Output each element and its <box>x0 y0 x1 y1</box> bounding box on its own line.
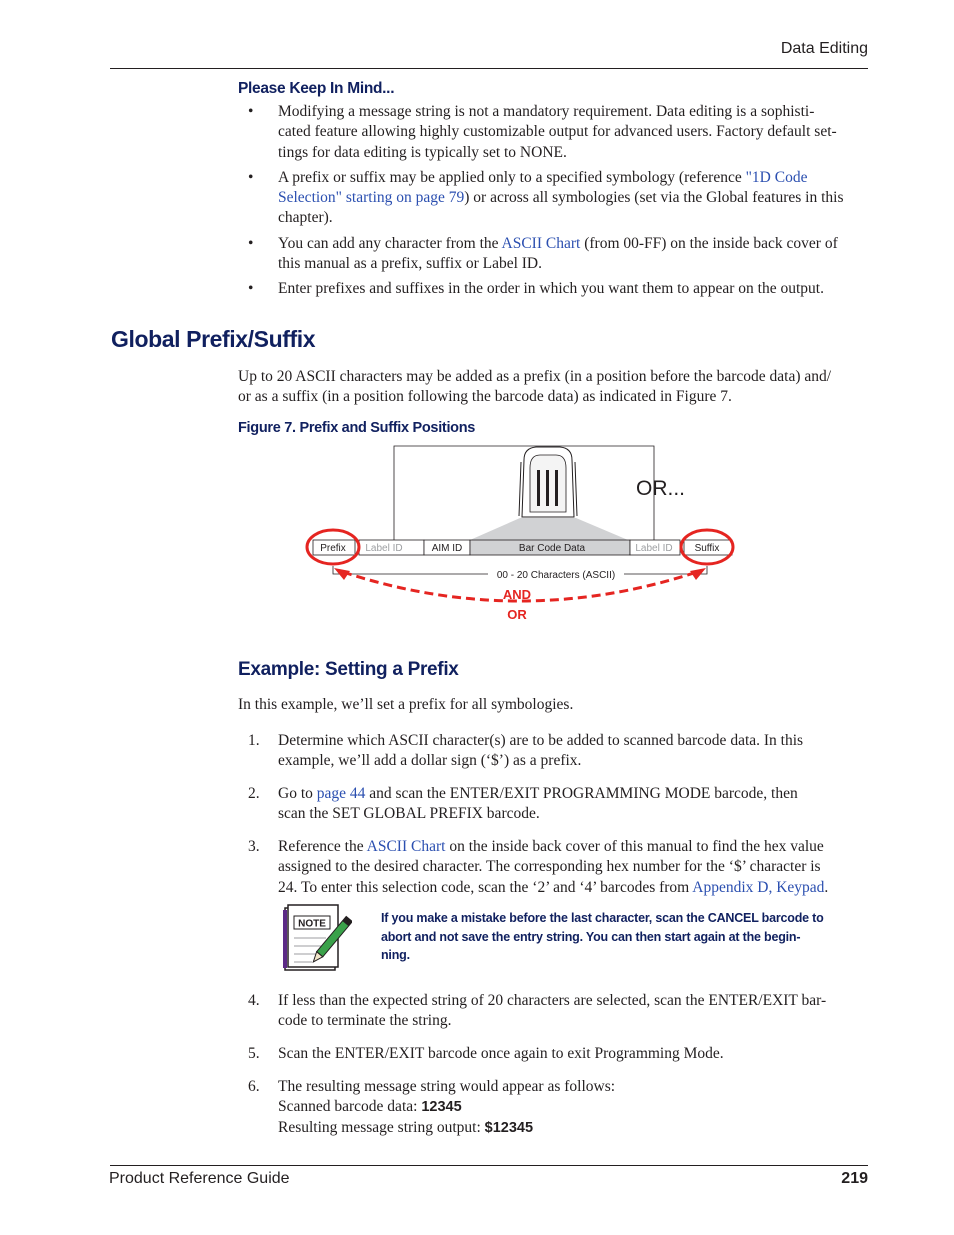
step-3-line-1: Reference the ASCII Chart on the inside back cover of this manual to find the hex value <box>278 838 824 855</box>
appendix-d-keypad-link[interactable]: Appendix D, Keypad <box>692 878 825 896</box>
page-number: 219 <box>841 1170 868 1187</box>
list-item <box>248 731 870 772</box>
note-line-3: ning. <box>381 948 410 962</box>
list-item <box>248 168 870 229</box>
intro-line-1: Up to 20 ASCII characters may be added as a prefix (in a position before the barcode data) and/ <box>238 368 832 385</box>
step-number: 1. <box>248 732 260 749</box>
step-1 <box>248 731 870 772</box>
list-item <box>248 279 870 299</box>
step-3-line-3: 24. To enter this selection code, scan the ‘2’ and ‘4’ barcodes from Appendix D, Keypad. <box>278 878 829 896</box>
scanned-data-line: Scanned barcode data: 12345 <box>278 1098 462 1116</box>
step-4-line-1: If less than the expected string of 20 characters are selected, scan the ENTER/EXIT bar- <box>278 992 827 1009</box>
step-6-line-1: The resulting message string would appear as follows: <box>278 1078 616 1095</box>
range-label: 00 - 20 Characters (ASCII) <box>496 570 616 581</box>
bullet-1-line-1: Modifying a message string is not a mandatory requirement. Data editing is a sophisti- <box>278 103 815 120</box>
bullet-glyph: • <box>248 168 254 186</box>
bullet-2-line-2: Selection" starting on page 79) or across all symbologies (set via the Global features in this <box>278 189 844 207</box>
running-header: Data Editing <box>780 40 868 57</box>
result-line: Resulting message string output: $12345 <box>278 1118 534 1136</box>
step-4 <box>248 991 870 1032</box>
list-item <box>248 102 870 163</box>
step-number: 6. <box>248 1078 260 1095</box>
list-item <box>248 784 870 825</box>
1d-code-selection-link[interactable]: Selection" starting on page 79 <box>278 189 465 207</box>
step-2-line-1: Go to page 44 and scan the ENTER/EXIT PROGRAMMING MODE barcode, then <box>278 785 798 802</box>
list-item <box>248 1044 870 1064</box>
step-4-line-2: code to terminate the string. <box>278 1012 452 1030</box>
step-6 <box>248 1077 870 1138</box>
scanner-icon <box>519 447 577 517</box>
scanned-value: 12345 <box>421 1099 462 1116</box>
header-rule <box>110 68 868 69</box>
step-number: 3. <box>248 838 260 855</box>
or-label: OR <box>507 607 527 622</box>
bullet-3-line-1: You can add any character from the ASCII Chart (from 00-FF) on the inside back cover of <box>278 234 838 252</box>
field-label-aim-id: AIM ID <box>431 543 463 554</box>
example-heading: Example: Setting a Prefix <box>238 659 459 680</box>
or-callout: OR... <box>636 477 686 500</box>
bullet-4-line-1: Enter prefixes and suffixes in the order in which you want them to appear on the output. <box>278 280 824 298</box>
field-label-suffix: Suffix <box>694 543 720 554</box>
list-item <box>248 991 870 1032</box>
bullet-glyph: • <box>248 103 254 120</box>
field-label-label-id-2: Label ID <box>635 543 673 554</box>
step-5-line-1: Scan the ENTER/EXIT barcode once again to exit Programming Mode. <box>278 1045 724 1062</box>
step-3-line-2: assigned to the desired character. The corresponding hex number for the ‘$’ character is <box>278 858 821 876</box>
bullet-2-line-1: A prefix or suffix may be applied only to a specified symbology (reference "1D Code <box>278 168 808 186</box>
section-heading: Global Prefix/Suffix <box>111 326 316 352</box>
bullet-glyph: • <box>248 234 254 252</box>
bullet-glyph: • <box>248 280 254 298</box>
step-3 <box>248 837 870 898</box>
figure-caption: Figure 7. Prefix and Suffix Positions <box>238 420 476 436</box>
step-2 <box>248 784 870 825</box>
ascii-chart-link[interactable]: ASCII Chart <box>366 838 446 855</box>
step-2-line-2: scan the SET GLOBAL PREFIX barcode. <box>278 805 540 823</box>
step-5 <box>248 1044 870 1064</box>
field-bar <box>313 540 732 555</box>
bullet-1-line-2: cated feature allowing highly customizable output for advanced users. Factory default set- <box>278 123 837 141</box>
field-label-prefix: Prefix <box>320 543 346 554</box>
footer-guide-title: Product Reference Guide <box>109 1170 290 1187</box>
step-number: 4. <box>248 992 260 1009</box>
footer-rule <box>110 1165 868 1166</box>
field-label-bar-code-data: Bar Code Data <box>518 543 586 554</box>
step-1-line-2: example, we’ll add a dollar sign (‘$’) as a prefix. <box>278 752 582 770</box>
note-line-2: abort and not save the entry string. You can then start again at the begin- <box>381 929 801 944</box>
ascii-chart-link[interactable]: ASCII Chart <box>501 234 581 252</box>
prefix-suffix-figure <box>300 440 745 625</box>
range-bracket-left <box>333 566 488 574</box>
field-label-label-id: Label ID <box>365 543 403 554</box>
step-1-line-1: Determine which ASCII character(s) are to be added to scanned barcode data. In this <box>278 732 804 749</box>
intro-line-2: or as a suffix (in a position following the barcode data) as indicated in Figure 7. <box>238 388 732 406</box>
page-44-link[interactable]: page 44 <box>316 785 366 802</box>
section-intro <box>238 367 878 408</box>
bullet-3-line-2: this manual as a prefix, suffix or Label ID. <box>278 255 542 273</box>
1d-code-selection-link[interactable]: "1D Code <box>745 168 808 186</box>
bullet-2-line-3: chapter). <box>278 209 333 227</box>
step-number: 5. <box>248 1045 260 1062</box>
step-number: 2. <box>248 785 260 802</box>
keep-in-mind-list <box>248 102 870 305</box>
note-line-1: If you make a mistake before the last character, scan the CANCEL barcode to <box>381 911 824 925</box>
list-item <box>248 234 870 275</box>
note-text <box>381 909 861 965</box>
and-label: AND <box>502 587 532 602</box>
list-item <box>248 1077 870 1138</box>
list-item <box>248 837 870 898</box>
scan-beam <box>470 518 628 540</box>
result-value: $12345 <box>484 1119 534 1136</box>
note-icon <box>282 902 352 974</box>
bullet-1-line-3: tings for data editing is typically set to NONE. <box>278 143 567 161</box>
note-icon-label: NOTE <box>298 918 326 930</box>
keep-in-mind-heading: Please Keep In Mind... <box>238 80 395 97</box>
example-intro: In this example, we’ll set a prefix for all symbologies. <box>238 696 574 713</box>
